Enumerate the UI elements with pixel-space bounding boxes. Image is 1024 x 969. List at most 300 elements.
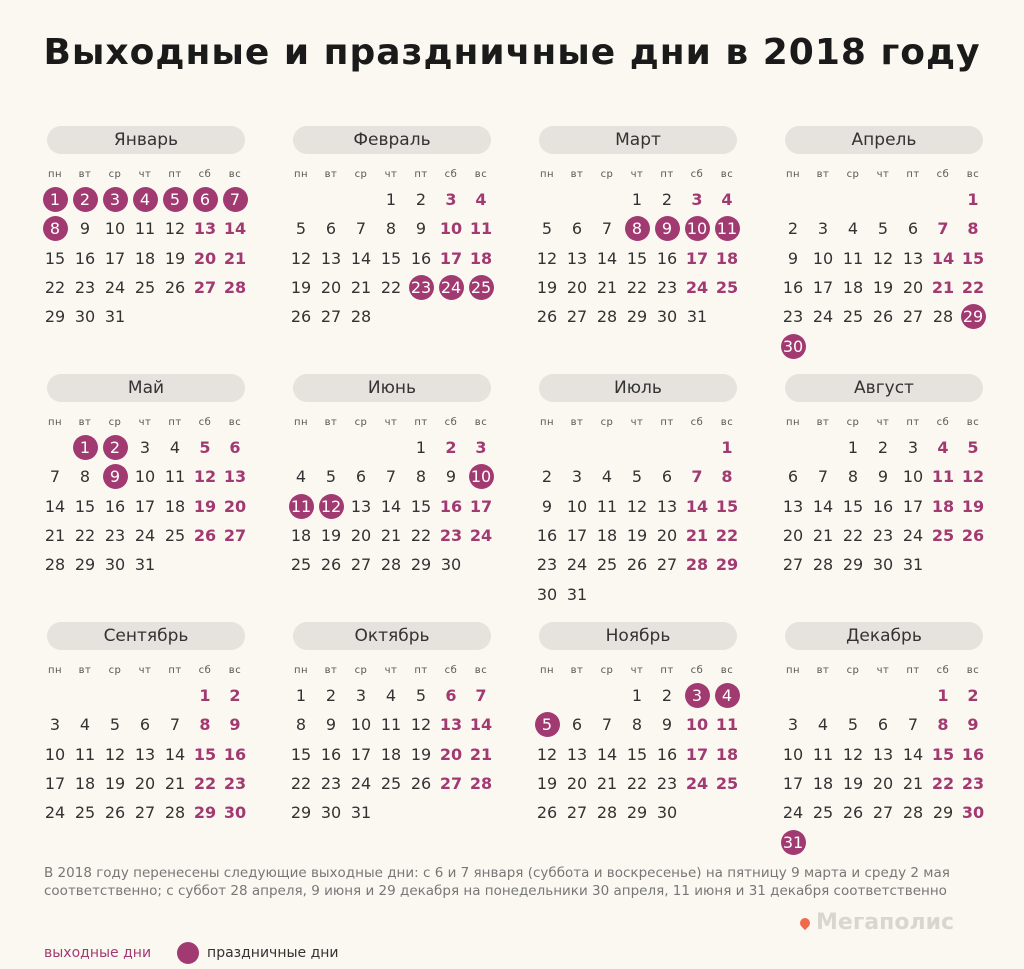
weekday-label: пн bbox=[539, 416, 555, 428]
work-day: 20 bbox=[656, 526, 678, 546]
work-day: 11 bbox=[134, 219, 156, 239]
weekend-day: 27 bbox=[193, 278, 217, 298]
work-day: 5 bbox=[541, 219, 553, 239]
empty-day bbox=[928, 185, 958, 214]
weekday-label: вт bbox=[78, 168, 92, 180]
weekday-label: чт bbox=[138, 168, 152, 180]
weekend-day: 13 bbox=[193, 219, 217, 239]
work-day: 18 bbox=[596, 526, 618, 546]
work-day: 3 bbox=[787, 715, 799, 735]
weekend-day: 2 bbox=[967, 686, 979, 706]
weekend-day: 23 bbox=[439, 526, 463, 546]
work-day: 19 bbox=[872, 278, 894, 298]
weekend-day: 3 bbox=[691, 190, 703, 210]
work-day: 2 bbox=[415, 190, 427, 210]
weekday-label: пн bbox=[785, 416, 801, 428]
work-day: 5 bbox=[415, 686, 427, 706]
work-day: 28 bbox=[350, 307, 372, 327]
work-day: 28 bbox=[596, 803, 618, 823]
holiday-day: 30 bbox=[778, 332, 808, 361]
work-day: 12 bbox=[410, 715, 432, 735]
empty-day bbox=[778, 433, 808, 462]
weekend-day: 10 bbox=[439, 219, 463, 239]
weekend-day: 29 bbox=[715, 555, 739, 575]
empty-day bbox=[778, 681, 808, 710]
work-day: 17 bbox=[782, 774, 804, 794]
weekend-day: 13 bbox=[223, 467, 247, 487]
weekday-label: сб bbox=[444, 168, 458, 180]
empty-day bbox=[958, 828, 988, 857]
weekend-day: 11 bbox=[931, 467, 955, 487]
work-day: 6 bbox=[571, 219, 583, 239]
empty-day bbox=[466, 550, 496, 579]
work-day: 23 bbox=[656, 278, 678, 298]
weekend-day: 21 bbox=[469, 744, 493, 764]
work-day: 19 bbox=[320, 526, 342, 546]
week-row bbox=[532, 710, 768, 739]
month-name: Январь bbox=[47, 126, 245, 154]
work-day: 4 bbox=[295, 467, 307, 487]
week-row bbox=[286, 681, 522, 710]
work-day: 20 bbox=[350, 526, 372, 546]
work-day: 6 bbox=[661, 467, 673, 487]
work-day: 15 bbox=[626, 248, 648, 268]
work-day: 16 bbox=[872, 496, 894, 516]
weekday-header bbox=[286, 411, 522, 433]
week-row bbox=[40, 769, 276, 798]
work-day: 16 bbox=[656, 248, 678, 268]
weekday-label: вт bbox=[324, 168, 338, 180]
weekend-day: 19 bbox=[961, 496, 985, 516]
empty-day bbox=[592, 433, 622, 462]
work-day: 6 bbox=[907, 219, 919, 239]
weekend-day: 28 bbox=[469, 774, 493, 794]
weekday-label: вт bbox=[570, 168, 584, 180]
work-day: 14 bbox=[596, 248, 618, 268]
week-row bbox=[778, 492, 1014, 521]
work-day: 30 bbox=[440, 555, 462, 575]
weekday-label: сб bbox=[198, 664, 212, 676]
weekend-day: 21 bbox=[223, 248, 247, 268]
weekday-label: вс bbox=[228, 416, 242, 428]
work-day: 29 bbox=[626, 307, 648, 327]
weekday-header bbox=[532, 411, 768, 433]
work-day: 26 bbox=[872, 307, 894, 327]
work-day: 9 bbox=[541, 496, 553, 516]
holiday-day: 7 bbox=[220, 185, 250, 214]
work-day: 3 bbox=[49, 715, 61, 735]
work-day: 16 bbox=[536, 526, 558, 546]
work-day: 15 bbox=[626, 744, 648, 764]
work-day: 30 bbox=[74, 307, 96, 327]
work-day: 19 bbox=[410, 744, 432, 764]
week-row bbox=[40, 550, 276, 579]
empty-day bbox=[682, 798, 712, 827]
work-day: 27 bbox=[902, 307, 924, 327]
month-name: Декабрь bbox=[785, 622, 983, 650]
weekday-label: вс bbox=[966, 664, 980, 676]
weekend-day: 21 bbox=[931, 278, 955, 298]
weekday-label: сб bbox=[198, 416, 212, 428]
weekday-label: ср bbox=[108, 416, 122, 428]
work-day: 25 bbox=[164, 526, 186, 546]
weekday-label: вт bbox=[816, 664, 830, 676]
week-row bbox=[778, 710, 1014, 739]
empty-day bbox=[130, 681, 160, 710]
work-day: 27 bbox=[656, 555, 678, 575]
work-day: 9 bbox=[325, 715, 337, 735]
week-row bbox=[286, 244, 522, 273]
weekend-day: 22 bbox=[961, 278, 985, 298]
weekend-day: 6 bbox=[229, 438, 241, 458]
work-day: 14 bbox=[812, 496, 834, 516]
weekend-day: 22 bbox=[193, 774, 217, 794]
month-name: Март bbox=[539, 126, 737, 154]
empty-day bbox=[808, 828, 838, 857]
week-row bbox=[286, 710, 522, 739]
holiday-day: 3 bbox=[682, 681, 712, 710]
watermark-text: Мегаполис bbox=[816, 910, 955, 935]
weekday-label: пт bbox=[660, 416, 674, 428]
weekend-day: 25 bbox=[931, 526, 955, 546]
work-day: 19 bbox=[626, 526, 648, 546]
weekday-header bbox=[286, 163, 522, 185]
work-day: 12 bbox=[842, 744, 864, 764]
week-row bbox=[286, 185, 522, 214]
weekday-label: пт bbox=[168, 416, 182, 428]
work-day: 7 bbox=[601, 715, 613, 735]
empty-day bbox=[100, 681, 130, 710]
work-day: 11 bbox=[380, 715, 402, 735]
empty-day bbox=[652, 433, 682, 462]
weekend-day: 6 bbox=[445, 686, 457, 706]
work-day: 9 bbox=[445, 467, 457, 487]
month-calendar bbox=[286, 374, 522, 622]
work-day: 18 bbox=[164, 496, 186, 516]
work-day: 25 bbox=[380, 774, 402, 794]
transfer-note: В 2018 году перенесены следующие выходные дни: с 6 и 7 января (суббота и воскресенье) на пятницу 9 марта и среду 2 мая соответственно; с суббот 28 апреля, 9 июня и 29 декабря на понедельники 30 апреля, 11 июня и 31 декабря соответственно bbox=[44, 865, 950, 899]
work-day: 3 bbox=[139, 438, 151, 458]
work-day: 13 bbox=[320, 248, 342, 268]
work-day: 29 bbox=[290, 803, 312, 823]
weekend-day: 4 bbox=[475, 190, 487, 210]
weekday-label: пт bbox=[414, 168, 428, 180]
empty-day bbox=[562, 185, 592, 214]
empty-day bbox=[898, 681, 928, 710]
work-day: 12 bbox=[536, 248, 558, 268]
work-day: 14 bbox=[350, 248, 372, 268]
holiday-day: 10 bbox=[466, 462, 496, 491]
work-day: 2 bbox=[877, 438, 889, 458]
weekend-day: 4 bbox=[937, 438, 949, 458]
work-day: 13 bbox=[872, 744, 894, 764]
weekend-day: 9 bbox=[229, 715, 241, 735]
month-calendar bbox=[286, 126, 522, 374]
week-row bbox=[286, 462, 522, 491]
work-day: 12 bbox=[104, 744, 126, 764]
work-day: 13 bbox=[902, 248, 924, 268]
month-calendar bbox=[40, 622, 276, 870]
holiday-day: 9 bbox=[100, 462, 130, 491]
weekday-label: чт bbox=[876, 664, 890, 676]
weekend-day: 26 bbox=[961, 526, 985, 546]
work-day: 27 bbox=[320, 307, 342, 327]
weekend-day: 22 bbox=[931, 774, 955, 794]
weekday-label: вс bbox=[720, 168, 734, 180]
week-row bbox=[40, 462, 276, 491]
work-day: 13 bbox=[134, 744, 156, 764]
work-day: 19 bbox=[290, 278, 312, 298]
empty-day bbox=[682, 580, 712, 609]
weekday-label: вт bbox=[324, 416, 338, 428]
weekday-label: вс bbox=[720, 664, 734, 676]
weekend-day: 1 bbox=[199, 686, 211, 706]
weekday-label: сб bbox=[690, 664, 704, 676]
weekend-day: 11 bbox=[715, 715, 739, 735]
holiday-day: 6 bbox=[190, 185, 220, 214]
week-row bbox=[286, 302, 522, 331]
work-day: 28 bbox=[902, 803, 924, 823]
work-day: 19 bbox=[536, 278, 558, 298]
weekday-label: сб bbox=[444, 664, 458, 676]
month-calendar bbox=[40, 126, 276, 374]
weekend-day: 17 bbox=[469, 496, 493, 516]
work-day: 30 bbox=[320, 803, 342, 823]
work-day: 10 bbox=[812, 248, 834, 268]
weekday-header bbox=[532, 659, 768, 681]
empty-day bbox=[838, 828, 868, 857]
work-day: 6 bbox=[139, 715, 151, 735]
work-day: 23 bbox=[320, 774, 342, 794]
weekday-label: сб bbox=[444, 416, 458, 428]
week-row bbox=[532, 550, 768, 579]
weekday-label: вс bbox=[966, 416, 980, 428]
weekend-day: 17 bbox=[685, 248, 709, 268]
week-row bbox=[40, 214, 276, 243]
weekday-label: сб bbox=[690, 416, 704, 428]
work-day: 3 bbox=[817, 219, 829, 239]
work-day: 24 bbox=[902, 526, 924, 546]
week-row bbox=[532, 433, 768, 462]
work-day: 4 bbox=[817, 715, 829, 735]
work-day: 8 bbox=[79, 467, 91, 487]
weekend-day: 20 bbox=[223, 496, 247, 516]
work-day: 29 bbox=[932, 803, 954, 823]
work-day: 16 bbox=[410, 248, 432, 268]
week-row bbox=[40, 681, 276, 710]
work-day: 24 bbox=[44, 803, 66, 823]
empty-day bbox=[868, 185, 898, 214]
month-calendar bbox=[40, 374, 276, 622]
weekday-label: ср bbox=[108, 168, 122, 180]
weekend-day: 7 bbox=[475, 686, 487, 706]
work-day: 7 bbox=[169, 715, 181, 735]
work-day: 3 bbox=[355, 686, 367, 706]
holiday-day: 5 bbox=[532, 710, 562, 739]
empty-day bbox=[406, 798, 436, 827]
work-day: 11 bbox=[74, 744, 96, 764]
work-day: 26 bbox=[536, 307, 558, 327]
work-day: 28 bbox=[932, 307, 954, 327]
weekday-label: вс bbox=[474, 168, 488, 180]
holiday-day: 10 bbox=[682, 214, 712, 243]
weekend-day: 14 bbox=[223, 219, 247, 239]
work-day: 11 bbox=[164, 467, 186, 487]
work-day: 26 bbox=[290, 307, 312, 327]
weekday-label: чт bbox=[630, 664, 644, 676]
week-row bbox=[532, 681, 768, 710]
work-day: 10 bbox=[134, 467, 156, 487]
work-day: 19 bbox=[104, 774, 126, 794]
work-day: 30 bbox=[104, 555, 126, 575]
weekday-label: вс bbox=[474, 664, 488, 676]
weekday-label: пн bbox=[785, 664, 801, 676]
weekday-label: вт bbox=[816, 416, 830, 428]
empty-day bbox=[40, 681, 70, 710]
week-row bbox=[286, 433, 522, 462]
weekday-label: чт bbox=[138, 416, 152, 428]
work-day: 21 bbox=[596, 278, 618, 298]
empty-day bbox=[838, 681, 868, 710]
weekend-day: 25 bbox=[715, 278, 739, 298]
work-day: 7 bbox=[601, 219, 613, 239]
weekday-label: вт bbox=[570, 664, 584, 676]
empty-day bbox=[712, 798, 742, 827]
weekend-day: 20 bbox=[193, 248, 217, 268]
work-day: 20 bbox=[902, 278, 924, 298]
work-day: 24 bbox=[104, 278, 126, 298]
week-row bbox=[286, 273, 522, 302]
work-day: 20 bbox=[566, 774, 588, 794]
weekend-day: 13 bbox=[439, 715, 463, 735]
weekend-day: 16 bbox=[223, 744, 247, 764]
week-row bbox=[286, 550, 522, 579]
month-name: Апрель bbox=[785, 126, 983, 154]
weekend-day: 27 bbox=[223, 526, 247, 546]
weekend-day: 2 bbox=[229, 686, 241, 706]
weekend-day: 5 bbox=[967, 438, 979, 458]
weekend-day: 9 bbox=[967, 715, 979, 735]
week-row bbox=[532, 492, 768, 521]
work-day: 18 bbox=[842, 278, 864, 298]
weekday-label: пт bbox=[414, 664, 428, 676]
work-day: 5 bbox=[631, 467, 643, 487]
work-day: 26 bbox=[320, 555, 342, 575]
weekday-label: сб bbox=[936, 168, 950, 180]
empty-day bbox=[406, 302, 436, 331]
week-row bbox=[778, 521, 1014, 550]
work-day: 22 bbox=[842, 526, 864, 546]
month-name: Август bbox=[785, 374, 983, 402]
weekday-label: ср bbox=[846, 664, 860, 676]
weekday-label: ср bbox=[354, 168, 368, 180]
holiday-day: 4 bbox=[130, 185, 160, 214]
weekend-day: 8 bbox=[199, 715, 211, 735]
empty-day bbox=[316, 433, 346, 462]
work-day: 7 bbox=[907, 715, 919, 735]
weekend-day: 24 bbox=[685, 774, 709, 794]
holiday-day: 1 bbox=[70, 433, 100, 462]
work-day: 25 bbox=[290, 555, 312, 575]
work-day: 6 bbox=[355, 467, 367, 487]
empty-day bbox=[376, 798, 406, 827]
holiday-day: 23 bbox=[406, 273, 436, 302]
work-day: 16 bbox=[320, 744, 342, 764]
week-row bbox=[532, 244, 768, 273]
week-row bbox=[778, 273, 1014, 302]
work-day: 4 bbox=[169, 438, 181, 458]
holiday-day: 8 bbox=[40, 214, 70, 243]
weekend-day: 4 bbox=[721, 190, 733, 210]
work-day: 17 bbox=[812, 278, 834, 298]
work-day: 10 bbox=[44, 744, 66, 764]
work-day: 27 bbox=[350, 555, 372, 575]
empty-day bbox=[868, 332, 898, 361]
empty-day bbox=[898, 185, 928, 214]
work-day: 9 bbox=[661, 715, 673, 735]
empty-day bbox=[286, 185, 316, 214]
weekend-day: 11 bbox=[469, 219, 493, 239]
empty-day bbox=[712, 302, 742, 331]
work-day: 22 bbox=[410, 526, 432, 546]
empty-day bbox=[838, 332, 868, 361]
weekday-label: ср bbox=[108, 664, 122, 676]
work-day: 15 bbox=[74, 496, 96, 516]
work-day: 24 bbox=[134, 526, 156, 546]
work-day: 1 bbox=[295, 686, 307, 706]
work-day: 6 bbox=[325, 219, 337, 239]
empty-day bbox=[958, 332, 988, 361]
work-day: 30 bbox=[656, 803, 678, 823]
work-day: 25 bbox=[596, 555, 618, 575]
work-day: 22 bbox=[44, 278, 66, 298]
week-row bbox=[532, 273, 768, 302]
work-day: 5 bbox=[109, 715, 121, 735]
empty-day bbox=[898, 332, 928, 361]
weekend-day: 24 bbox=[469, 526, 493, 546]
weekend-day: 14 bbox=[469, 715, 493, 735]
work-day: 15 bbox=[290, 744, 312, 764]
weekday-label: вс bbox=[474, 416, 488, 428]
empty-day bbox=[466, 302, 496, 331]
empty-day bbox=[70, 681, 100, 710]
week-row bbox=[532, 462, 768, 491]
weekday-label: сб bbox=[690, 168, 704, 180]
work-day: 24 bbox=[812, 307, 834, 327]
work-day: 7 bbox=[817, 467, 829, 487]
week-row bbox=[286, 769, 522, 798]
work-day: 29 bbox=[626, 803, 648, 823]
holiday-day: 12 bbox=[316, 492, 346, 521]
work-day: 12 bbox=[536, 744, 558, 764]
work-day: 12 bbox=[290, 248, 312, 268]
weekday-label: сб bbox=[936, 664, 950, 676]
work-day: 20 bbox=[872, 774, 894, 794]
weekend-day: 17 bbox=[439, 248, 463, 268]
work-day: 23 bbox=[74, 278, 96, 298]
weekday-label: вс bbox=[720, 416, 734, 428]
week-row bbox=[532, 521, 768, 550]
work-day: 1 bbox=[631, 686, 643, 706]
work-day: 2 bbox=[661, 190, 673, 210]
weekend-day: 3 bbox=[475, 438, 487, 458]
work-day: 22 bbox=[626, 774, 648, 794]
empty-day bbox=[928, 550, 958, 579]
weekday-label: вт bbox=[78, 664, 92, 676]
work-day: 18 bbox=[290, 526, 312, 546]
weekend-day: 5 bbox=[199, 438, 211, 458]
weekday-label: вс bbox=[966, 168, 980, 180]
